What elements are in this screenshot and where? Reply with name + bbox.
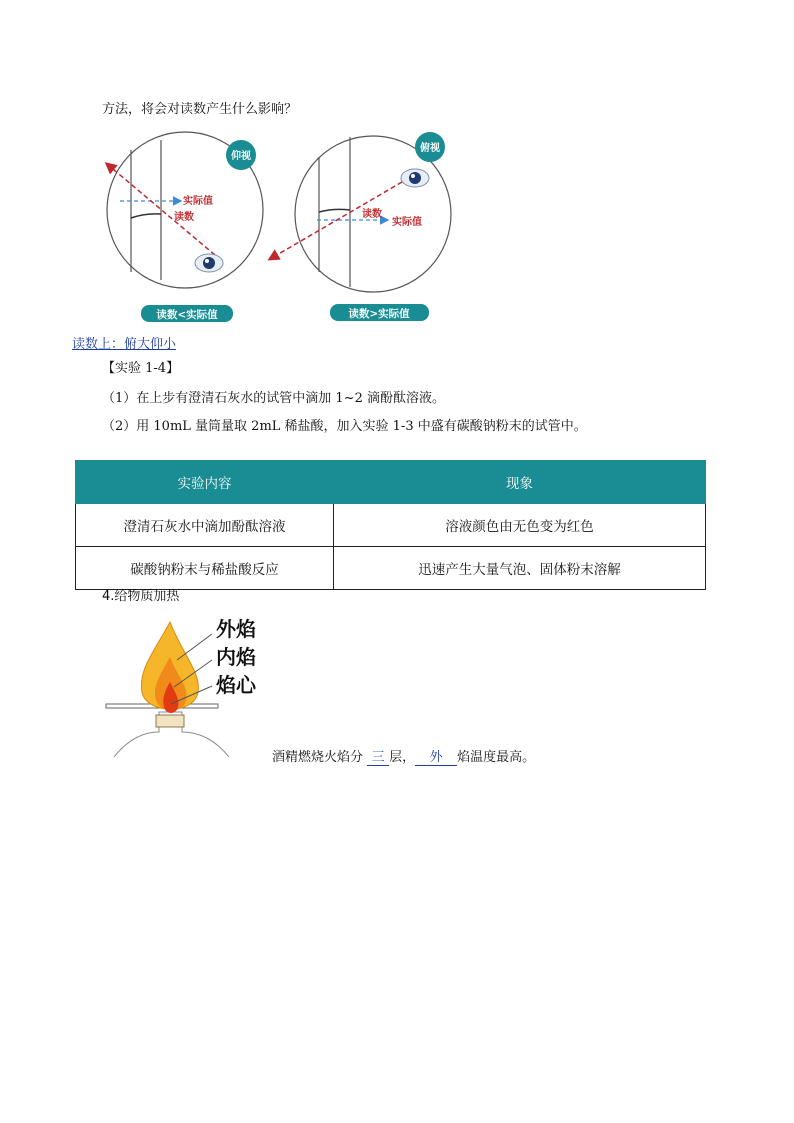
- eye-icon: [401, 169, 429, 187]
- table-row: [76, 547, 706, 590]
- flame-sentence-middle: 层，: [389, 750, 416, 765]
- table-cell: 澄清石灰水中滴加酚酞溶液: [76, 504, 334, 547]
- intro-line: 方法，将会对读数产生什么影响？: [102, 102, 298, 117]
- inner-flame-label: 内焰: [216, 645, 256, 669]
- experiment-step-1: （1）在上步有澄清石灰水的试管中滴加 1~2 滴酚酞溶液。: [102, 391, 445, 406]
- table-header-content: 实验内容: [76, 461, 334, 504]
- table-header-row: [76, 461, 706, 504]
- flame-sentence: [272, 746, 535, 766]
- table-row: [76, 504, 706, 547]
- section-4-title: 4.给物质加热: [102, 589, 180, 604]
- view-badge-label: 仰视: [231, 151, 251, 162]
- view-badge-label: 俯视: [420, 143, 440, 154]
- upward-view-diagram: [100, 130, 275, 330]
- actual-value-label: 实际值: [392, 217, 422, 228]
- experiment-title: 【实验 1-4】: [102, 361, 180, 376]
- outer-flame-label: 外焰: [216, 617, 256, 641]
- table-cell: 溶液颜色由无色变为红色: [334, 504, 706, 547]
- table-header-phenomenon: 现象: [334, 461, 706, 504]
- reading-rule: 读数上：俯大仰小: [72, 337, 177, 352]
- table-cell: 碳酸钠粉末与稀盐酸反应: [76, 547, 334, 590]
- alcohol-lamp-flame-illustration: [104, 612, 264, 760]
- caption-text: 读数<实际值: [156, 309, 218, 321]
- blank-layer-count: 三: [367, 746, 389, 766]
- experiment-table: [75, 460, 706, 590]
- eye-icon: [195, 254, 223, 272]
- table-cell: 迅速产生大量气泡、固体粉末溶解: [334, 547, 706, 590]
- caption-text: 读数>实际值: [348, 308, 410, 320]
- actual-value-label: 实际值: [183, 196, 213, 207]
- flame-sentence-prefix: 酒精燃烧火焰分: [272, 750, 364, 765]
- reading-label: 读数: [362, 209, 382, 220]
- experiment-step-2: （2）用 10mL 量筒量取 2mL 稀盐酸，加入实验 1-3 中盛有碳酸钠粉末的试管中。: [102, 419, 587, 434]
- downward-view-diagram: [262, 122, 467, 327]
- flame-sentence-suffix: 焰温度最高。: [457, 750, 536, 765]
- flame-core-label: 焰心: [216, 673, 256, 697]
- blank-hottest-part: 外: [415, 746, 457, 766]
- lamp-wick-holder: [156, 715, 184, 727]
- reading-label: 读数: [174, 212, 194, 223]
